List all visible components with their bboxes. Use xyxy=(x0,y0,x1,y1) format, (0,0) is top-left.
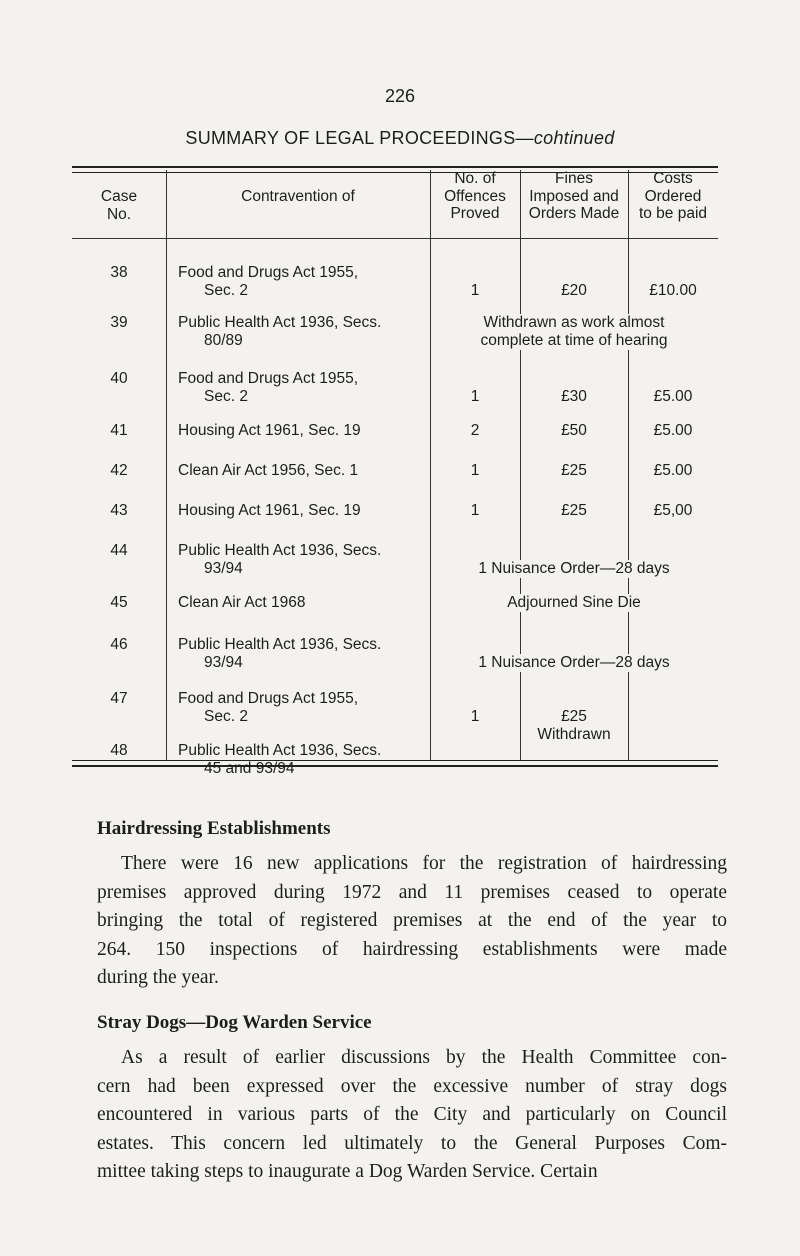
section-heading: Stray Dogs—Dog Warden Service xyxy=(97,1012,372,1033)
contravention: Clean Air Act 1968 xyxy=(178,594,306,611)
outcome-note-line: complete at time of hearing xyxy=(480,332,668,349)
column-divider xyxy=(166,170,167,760)
paragraph-line: estates. This concern led ultimately to the General Purposes Com- xyxy=(97,1132,727,1154)
case-number: 38 xyxy=(110,264,128,281)
offences-proved: 2 xyxy=(470,422,480,439)
paragraph-line: 264. 150 inspections of hairdressing establishments were made xyxy=(97,938,727,960)
case-number: 47 xyxy=(110,690,128,707)
costs-ordered: £5,00 xyxy=(653,502,693,519)
fines-imposed: £25 xyxy=(561,502,587,519)
case-number: 40 xyxy=(110,370,128,387)
offences-proved: 1 xyxy=(470,708,480,725)
offences-proved: 1 xyxy=(470,462,480,479)
contravention: Public Health Act 1936, Secs. 80/89 xyxy=(178,314,382,349)
table-header-rule xyxy=(72,238,718,239)
paragraph-line: As a result of earlier discussions by the Health Committee con- xyxy=(121,1047,727,1068)
contravention: Food and Drugs Act 1955, Sec. 2 xyxy=(178,370,359,405)
fines-imposed: £30 xyxy=(561,388,587,405)
offences-proved: 1 xyxy=(470,282,480,299)
contravention: Public Health Act 1936, Secs. 45 and 93/94 xyxy=(178,742,382,777)
page-title xyxy=(0,128,800,149)
header-costs: Costs Ordered to be paid xyxy=(638,170,708,222)
fines-imposed: Withdrawn xyxy=(537,726,611,743)
offences-proved: 1 xyxy=(470,388,480,405)
case-number: 43 xyxy=(110,502,128,519)
contravention: Food and Drugs Act 1955, Sec. 2 xyxy=(178,690,359,725)
case-number: 45 xyxy=(110,594,128,611)
contravention: Public Health Act 1936, Secs. 93/94 xyxy=(178,636,382,671)
paragraph-line: premises approved during 1972 and 11 premises ceased to operate xyxy=(97,881,727,903)
paragraph-line: mittee taking steps to inaugurate a Dog Warden Service. Certain xyxy=(97,1161,598,1183)
legal-proceedings-table xyxy=(72,166,718,777)
section-paragraph xyxy=(97,1044,727,1187)
header-case: Case No. xyxy=(100,188,138,223)
costs-ordered: £10.00 xyxy=(649,282,697,299)
contravention: Clean Air Act 1956, Sec. 1 xyxy=(178,462,359,479)
contravention: Public Health Act 1936, Secs. 93/94 xyxy=(178,542,382,577)
case-number: 39 xyxy=(110,314,128,331)
paragraph-line: encountered in various parts of the City and particularly on Council xyxy=(97,1104,727,1126)
fines-imposed: £25 xyxy=(561,708,587,725)
case-number: 48 xyxy=(110,742,128,759)
costs-ordered: £5.00 xyxy=(653,422,693,439)
table-bottom-rule xyxy=(72,760,718,767)
header-offences: No. of Offences Proved xyxy=(444,170,506,222)
fines-imposed: £50 xyxy=(561,422,587,439)
contravention: Housing Act 1961, Sec. 19 xyxy=(178,422,361,439)
paragraph-line: There were 16 new applications for the registration of hairdressing xyxy=(121,853,727,874)
page-title-continued: cohtinued xyxy=(533,128,615,148)
case-number: 42 xyxy=(110,462,128,479)
page-number: 226 xyxy=(384,86,416,106)
outcome-note: Adjourned Sine Die xyxy=(492,594,656,612)
fines-imposed: £25 xyxy=(561,462,587,479)
outcome-note: 1 Nuisance Order—28 days xyxy=(460,560,688,578)
page-title-main: SUMMARY OF LEGAL PROCEEDINGS— xyxy=(185,128,534,148)
outcome-note xyxy=(450,314,698,350)
paragraph-line: bringing the total of registered premises at the end of the year to xyxy=(97,910,727,932)
header-contravention: Contravention of xyxy=(241,188,355,205)
case-number: 41 xyxy=(110,422,128,439)
paragraph-line: during the year. xyxy=(97,967,219,989)
outcome-note: 1 Nuisance Order—28 days xyxy=(460,654,688,672)
section-paragraph xyxy=(97,850,727,993)
paragraph-line: cern had been expressed over the excessive number of stray dogs xyxy=(97,1075,727,1097)
contravention: Housing Act 1961, Sec. 19 xyxy=(178,502,361,519)
costs-ordered: £5.00 xyxy=(653,462,693,479)
outcome-note-line: Withdrawn as work almost xyxy=(483,314,665,331)
fines-imposed: £20 xyxy=(561,282,587,299)
case-number: 46 xyxy=(110,636,128,653)
case-number: 44 xyxy=(110,542,128,559)
offences-proved: 1 xyxy=(470,502,480,519)
costs-ordered: £5.00 xyxy=(653,388,693,405)
header-fines: Fines Imposed and Orders Made xyxy=(528,170,620,222)
contravention: Food and Drugs Act 1955, Sec. 2 xyxy=(178,264,359,299)
section-heading: Hairdressing Establishments xyxy=(97,818,331,839)
